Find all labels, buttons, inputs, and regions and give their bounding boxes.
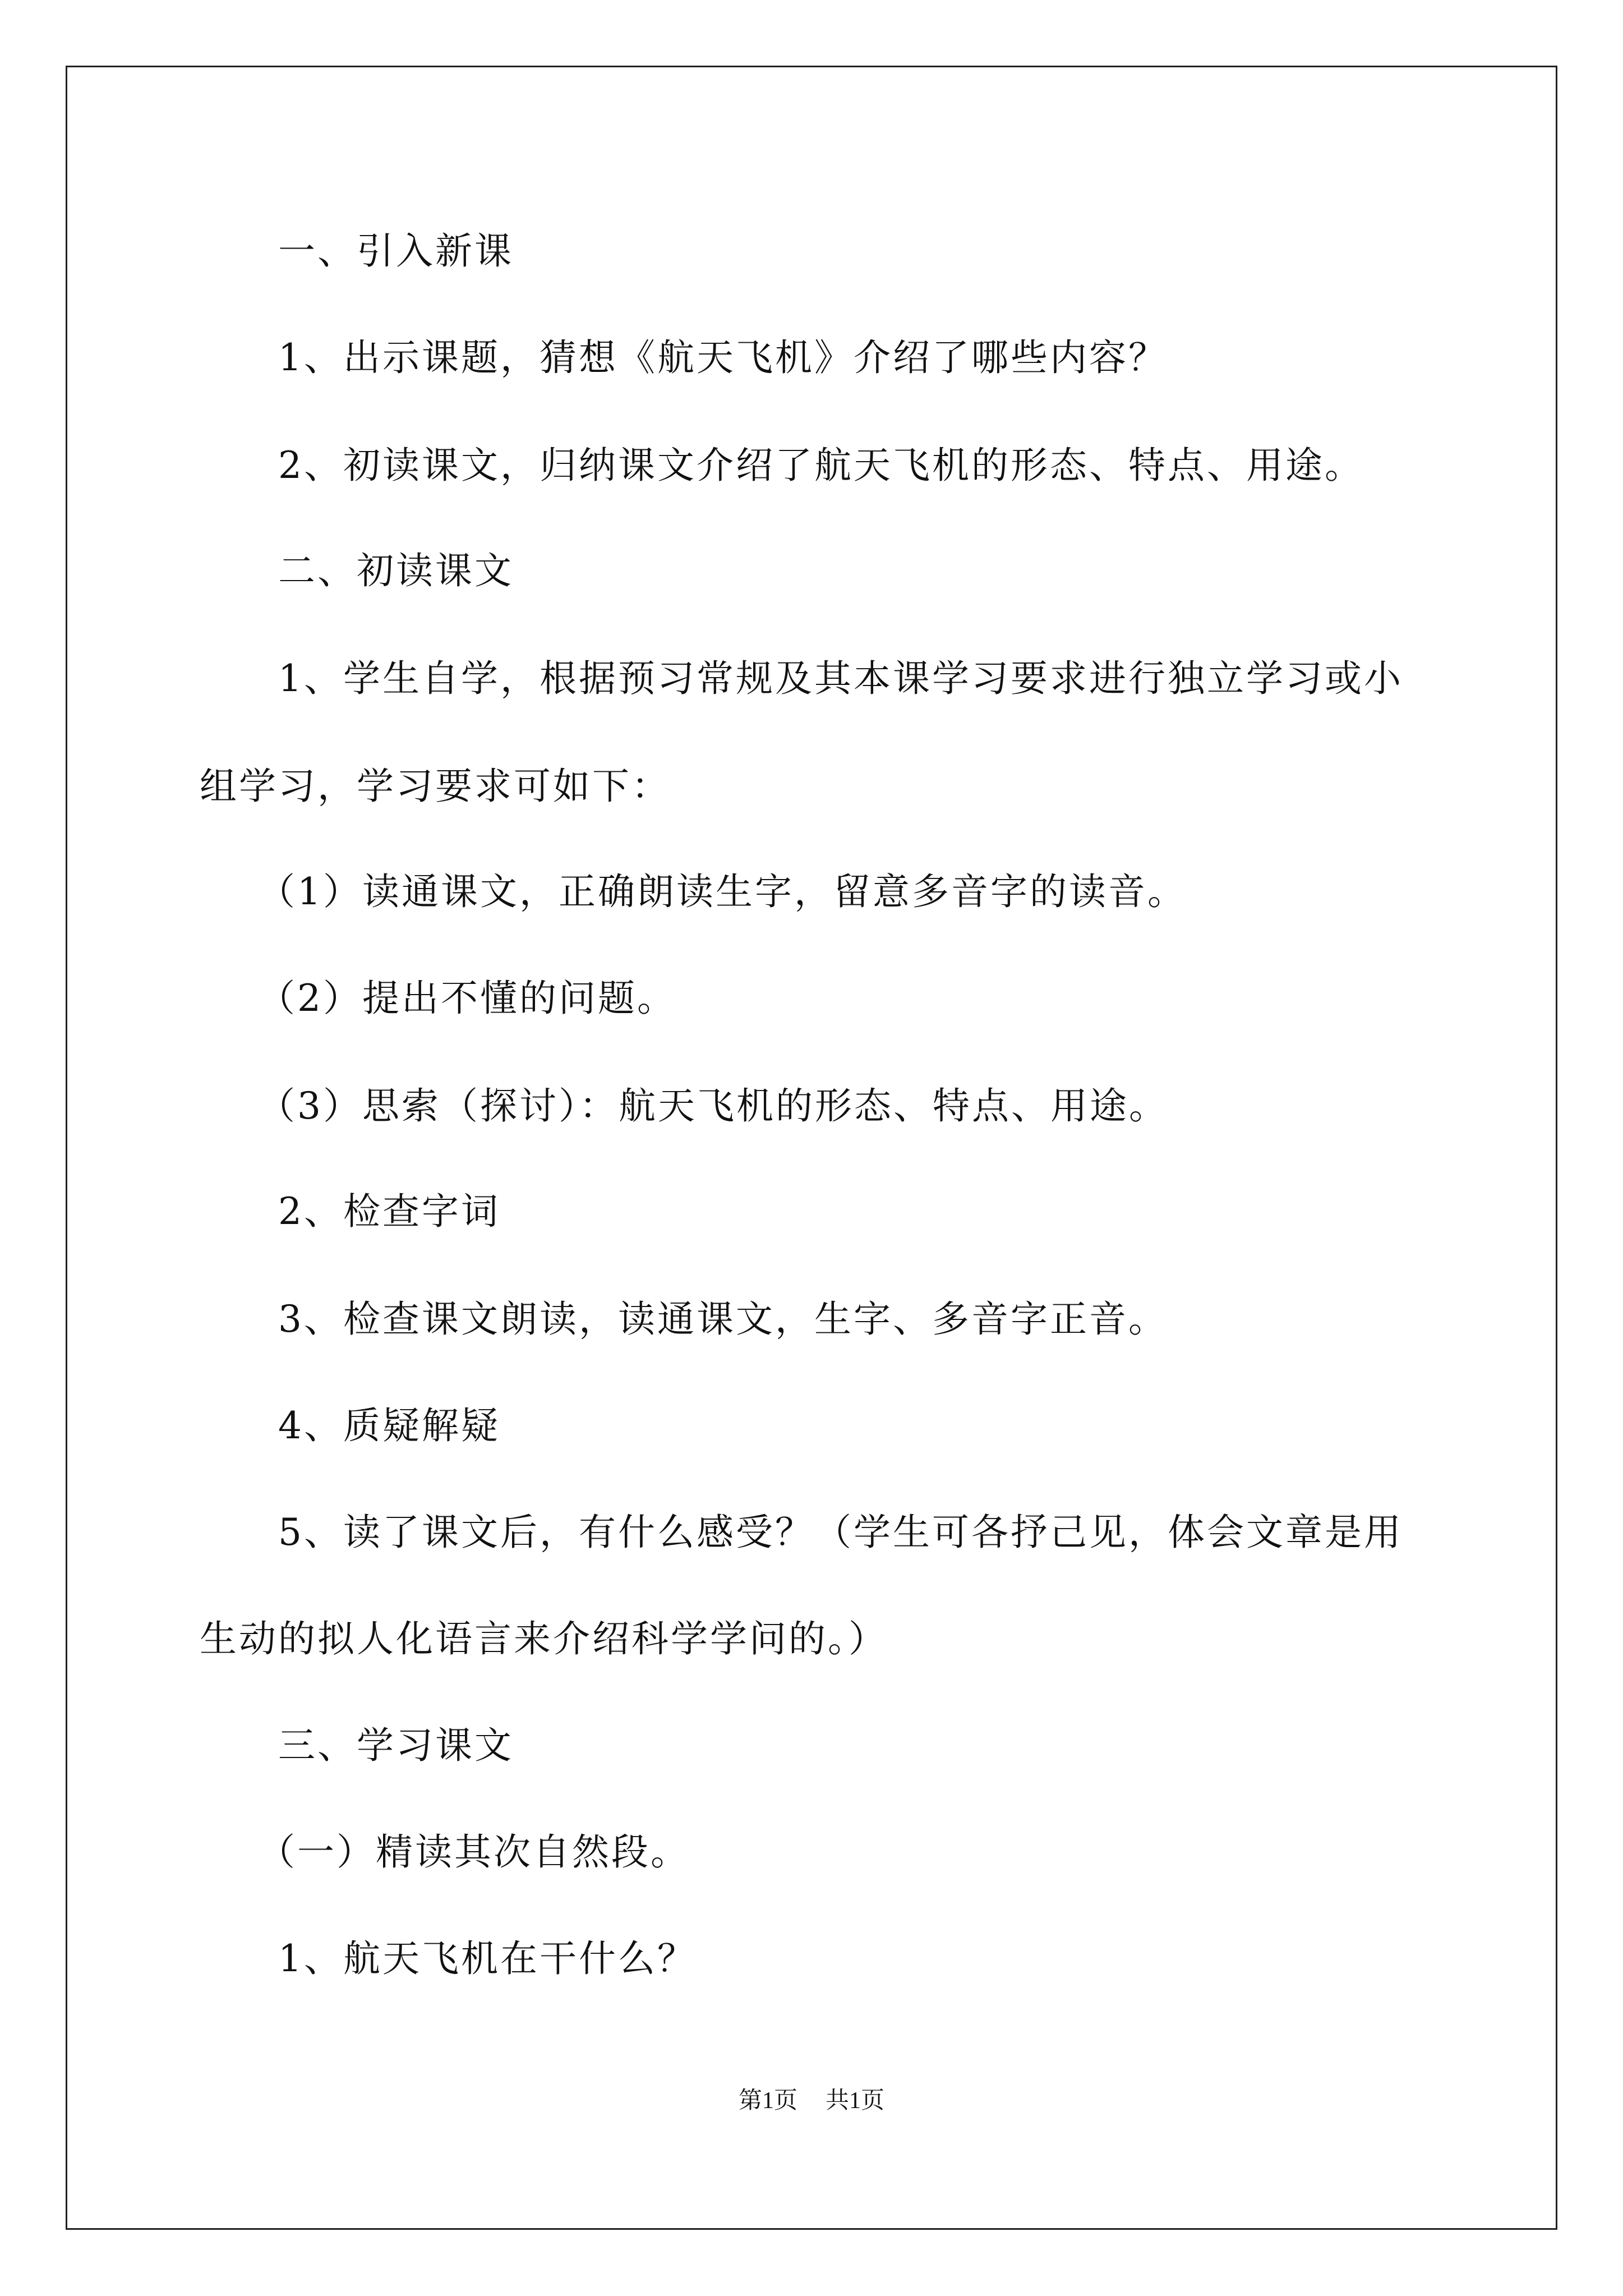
paragraph: 2、初读课文，归纳课文介绍了航天飞机的形态、特点、用途。 [278, 444, 1364, 487]
page-border [66, 66, 1557, 2230]
heading-intro: 一、引入新课 [278, 229, 514, 273]
list-item: （2）提出不懂的问题。 [258, 977, 676, 1020]
page-number: 第1页 [738, 2088, 797, 2114]
heading-first-reading: 二、初读课文 [278, 549, 514, 592]
paragraph: 2、检查字词 [278, 1190, 500, 1233]
page-total: 共1页 [826, 2088, 885, 2114]
paragraph: 1、航天飞机在干什么？ [278, 1937, 697, 1980]
paragraph: 4、质疑解疑 [278, 1404, 500, 1447]
paragraph: 5、读了课文后，有什么感受？（学生可各抒己见，体会文章是用 [278, 1511, 1403, 1554]
paragraph-continuation: 组学习，学习要求可如下： [200, 765, 671, 808]
list-item: （一）精读其次自然段。 [258, 1830, 690, 1874]
paragraph-continuation: 生动的拟人化语言来介绍科学学问的。） [200, 1617, 888, 1660]
paragraph: 1、出示课题，猜想《航天飞机》介绍了哪些内容？ [278, 336, 1168, 379]
heading-study-text: 三、学习课文 [278, 1724, 514, 1767]
page-footer [0, 2087, 1623, 2115]
paragraph: 1、学生自学，根据预习常规及其本课学习要求进行独立学习或小 [278, 657, 1403, 700]
list-item: （1）读通课文，正确朗读生字，留意多音字的读音。 [258, 870, 1187, 913]
paragraph: 3、检查课文朗读，读通课文，生字、多音字正音。 [278, 1297, 1168, 1341]
list-item: （3）思索（探讨）：航天飞机的形态、特点、用途。 [258, 1084, 1168, 1128]
